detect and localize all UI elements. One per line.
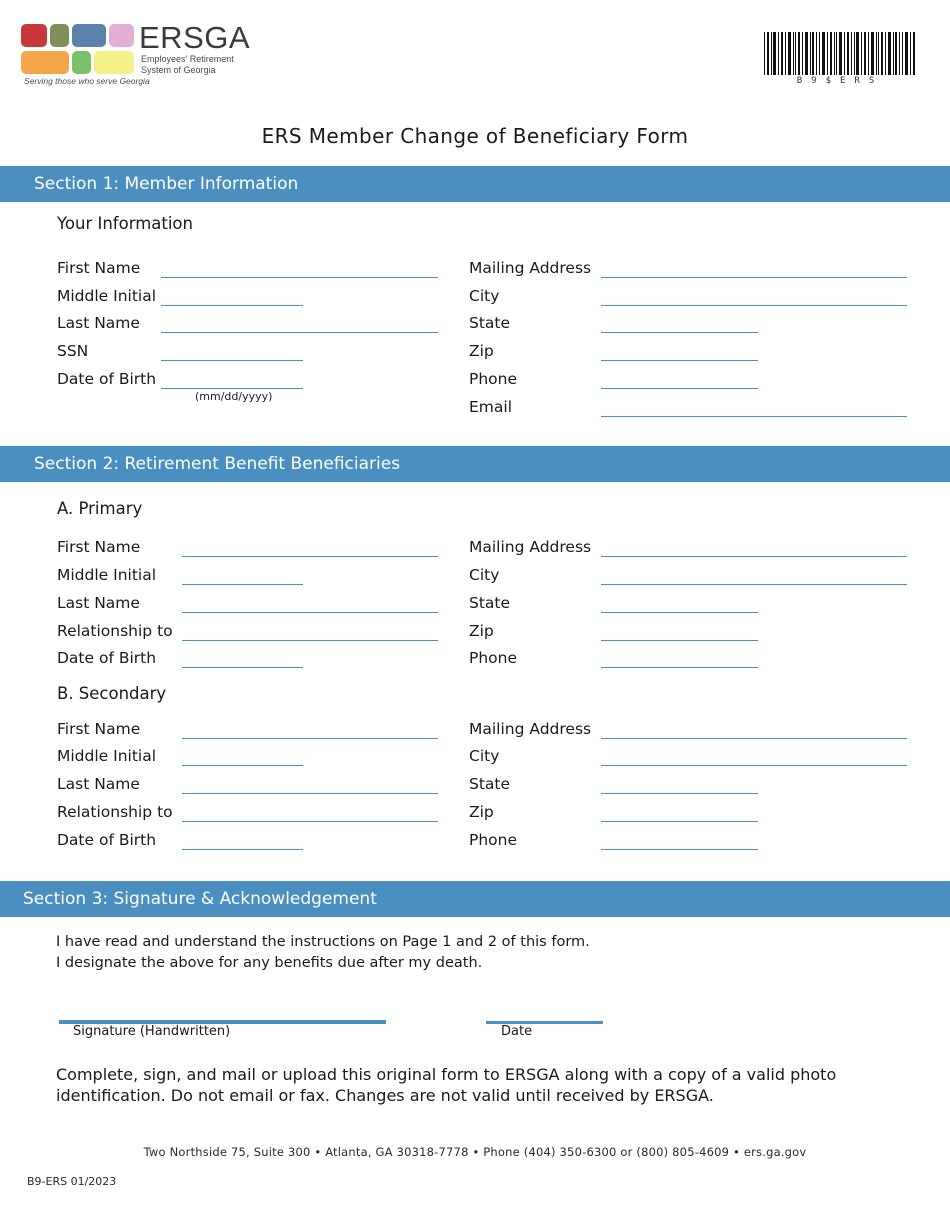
logo-block-red: [21, 24, 47, 47]
primary-phone-label: Phone: [469, 649, 518, 667]
logo-tagline: Serving those who serve Georgia: [24, 76, 150, 86]
notice-line1: Complete, sign, and mail or upload this original form to ERSGA along with a copy of a valid photo: [56, 1065, 837, 1084]
logo-block-olive: [50, 24, 69, 47]
member-mailing-address-field[interactable]: [601, 277, 907, 278]
logo-block-pink: [109, 24, 134, 47]
member-email-label: Email: [469, 398, 513, 416]
member-ssn-label: SSN: [57, 342, 89, 360]
member-last-name-field[interactable]: [161, 332, 438, 333]
logo-name: ERSGA: [139, 20, 251, 55]
section3-title: Section 3: Signature & Acknowledgement: [23, 889, 377, 909]
barcode: [764, 32, 916, 75]
section3-header: [0, 881, 950, 917]
acknowledgement-text: [56, 932, 590, 974]
section1-title: Section 1: Member Information: [34, 174, 299, 194]
primary-state-field[interactable]: [601, 612, 758, 613]
secondary-relationship-label: Relationship to: [57, 803, 173, 821]
primary-city-label: City: [469, 566, 500, 584]
secondary-mailing-address-field[interactable]: [601, 738, 907, 739]
secondary-middle-initial-label: Middle Initial: [57, 747, 157, 765]
primary-relationship-label: Relationship to: [57, 622, 173, 640]
secondary-mailing-address-label: Mailing Address: [469, 720, 592, 738]
secondary-phone-field[interactable]: [601, 849, 758, 850]
section2-title: Section 2: Retirement Benefit Beneficiaries: [34, 454, 401, 474]
secondary-dob-label: Date of Birth: [57, 831, 157, 849]
secondary-first-name-field[interactable]: [182, 738, 438, 739]
primary-middle-initial-label: Middle Initial: [57, 566, 157, 584]
primary-relationship-field[interactable]: [182, 640, 438, 641]
primary-dob-field[interactable]: [182, 667, 303, 668]
member-phone-label: Phone: [469, 370, 518, 388]
primary-mailing-address-label: Mailing Address: [469, 538, 592, 556]
member-first-name-field[interactable]: [161, 277, 438, 278]
acknowledgement-line1: I have read and understand the instructions on Page 1 and 2 of this form.: [56, 934, 590, 950]
primary-zip-field[interactable]: [601, 640, 758, 641]
member-phone-field[interactable]: [601, 388, 758, 389]
secondary-zip-field[interactable]: [601, 821, 758, 822]
primary-first-name-label: First Name: [57, 538, 141, 556]
member-state-label: State: [469, 314, 511, 332]
member-middle-initial-field[interactable]: [161, 305, 303, 306]
primary-last-name-field[interactable]: [182, 612, 438, 613]
member-dob-label: Date of Birth: [57, 370, 157, 388]
primary-last-name-label: Last Name: [57, 594, 140, 612]
member-city-field[interactable]: [601, 305, 907, 306]
submission-notice: [56, 1064, 836, 1106]
primary-phone-field[interactable]: [601, 667, 758, 668]
secondary-last-name-field[interactable]: [182, 793, 438, 794]
acknowledgement-line2: I designate the above for any benefits due after my death.: [56, 955, 483, 971]
form-code: B9-ERS 01/2023: [27, 1175, 117, 1188]
secondary-first-name-label: First Name: [57, 720, 141, 738]
member-mailing-address-label: Mailing Address: [469, 259, 592, 277]
barcode-text: B9$ERS: [796, 76, 884, 86]
primary-zip-label: Zip: [469, 622, 494, 640]
member-state-field[interactable]: [601, 332, 758, 333]
logo-subtitle: [141, 54, 261, 76]
member-city-label: City: [469, 287, 500, 305]
primary-dob-label: Date of Birth: [57, 649, 157, 667]
ersga-logo: [0, 0, 140, 80]
signature-label: Signature (Handwritten): [73, 1024, 231, 1039]
member-zip-label: Zip: [469, 342, 494, 360]
secondary-city-label: City: [469, 747, 500, 765]
primary-middle-initial-field[interactable]: [182, 584, 303, 585]
logo-subtitle-line1: Employees' Retirement: [141, 54, 234, 64]
secondary-relationship-field[interactable]: [182, 821, 438, 822]
secondary-dob-field[interactable]: [182, 849, 303, 850]
logo-block-green: [72, 51, 91, 74]
footer-contact: Two Northside 75, Suite 300 • Atlanta, GA 30318-7778 • Phone (404) 350-6300 or (800) 805-4609 • ers.ga.gov: [143, 1145, 807, 1159]
member-first-name-label: First Name: [57, 259, 141, 277]
logo-block-orange: [21, 51, 69, 74]
member-email-field[interactable]: [601, 416, 907, 417]
primary-city-field[interactable]: [601, 584, 907, 585]
member-dob-field[interactable]: [161, 388, 303, 389]
secondary-subhead: B. Secondary: [57, 684, 167, 703]
primary-subhead: A. Primary: [57, 499, 143, 518]
section1-header: [0, 166, 950, 202]
secondary-city-field[interactable]: [601, 765, 907, 766]
secondary-middle-initial-field[interactable]: [182, 765, 303, 766]
dob-format-hint: (mm/dd/yyyy): [195, 390, 273, 403]
primary-first-name-field[interactable]: [182, 556, 438, 557]
member-middle-initial-label: Middle Initial: [57, 287, 157, 305]
section1-subhead: Your Information: [57, 214, 193, 233]
form-title: ERS Member Change of Beneficiary Form: [261, 124, 689, 148]
logo-block-blue: [72, 24, 106, 47]
date-label: Date: [501, 1024, 533, 1039]
primary-state-label: State: [469, 594, 511, 612]
secondary-zip-label: Zip: [469, 803, 494, 821]
secondary-state-label: State: [469, 775, 511, 793]
member-zip-field[interactable]: [601, 360, 758, 361]
logo-block-yellow: [94, 51, 134, 74]
logo-subtitle-line2: System of Georgia: [141, 65, 216, 75]
member-last-name-label: Last Name: [57, 314, 140, 332]
primary-mailing-address-field[interactable]: [601, 556, 907, 557]
section2-header: [0, 446, 950, 482]
notice-line2: identification. Do not email or fax. Changes are not valid until received by ERSGA.: [56, 1086, 714, 1105]
member-ssn-field[interactable]: [161, 360, 303, 361]
secondary-state-field[interactable]: [601, 793, 758, 794]
secondary-last-name-label: Last Name: [57, 775, 140, 793]
secondary-phone-label: Phone: [469, 831, 518, 849]
